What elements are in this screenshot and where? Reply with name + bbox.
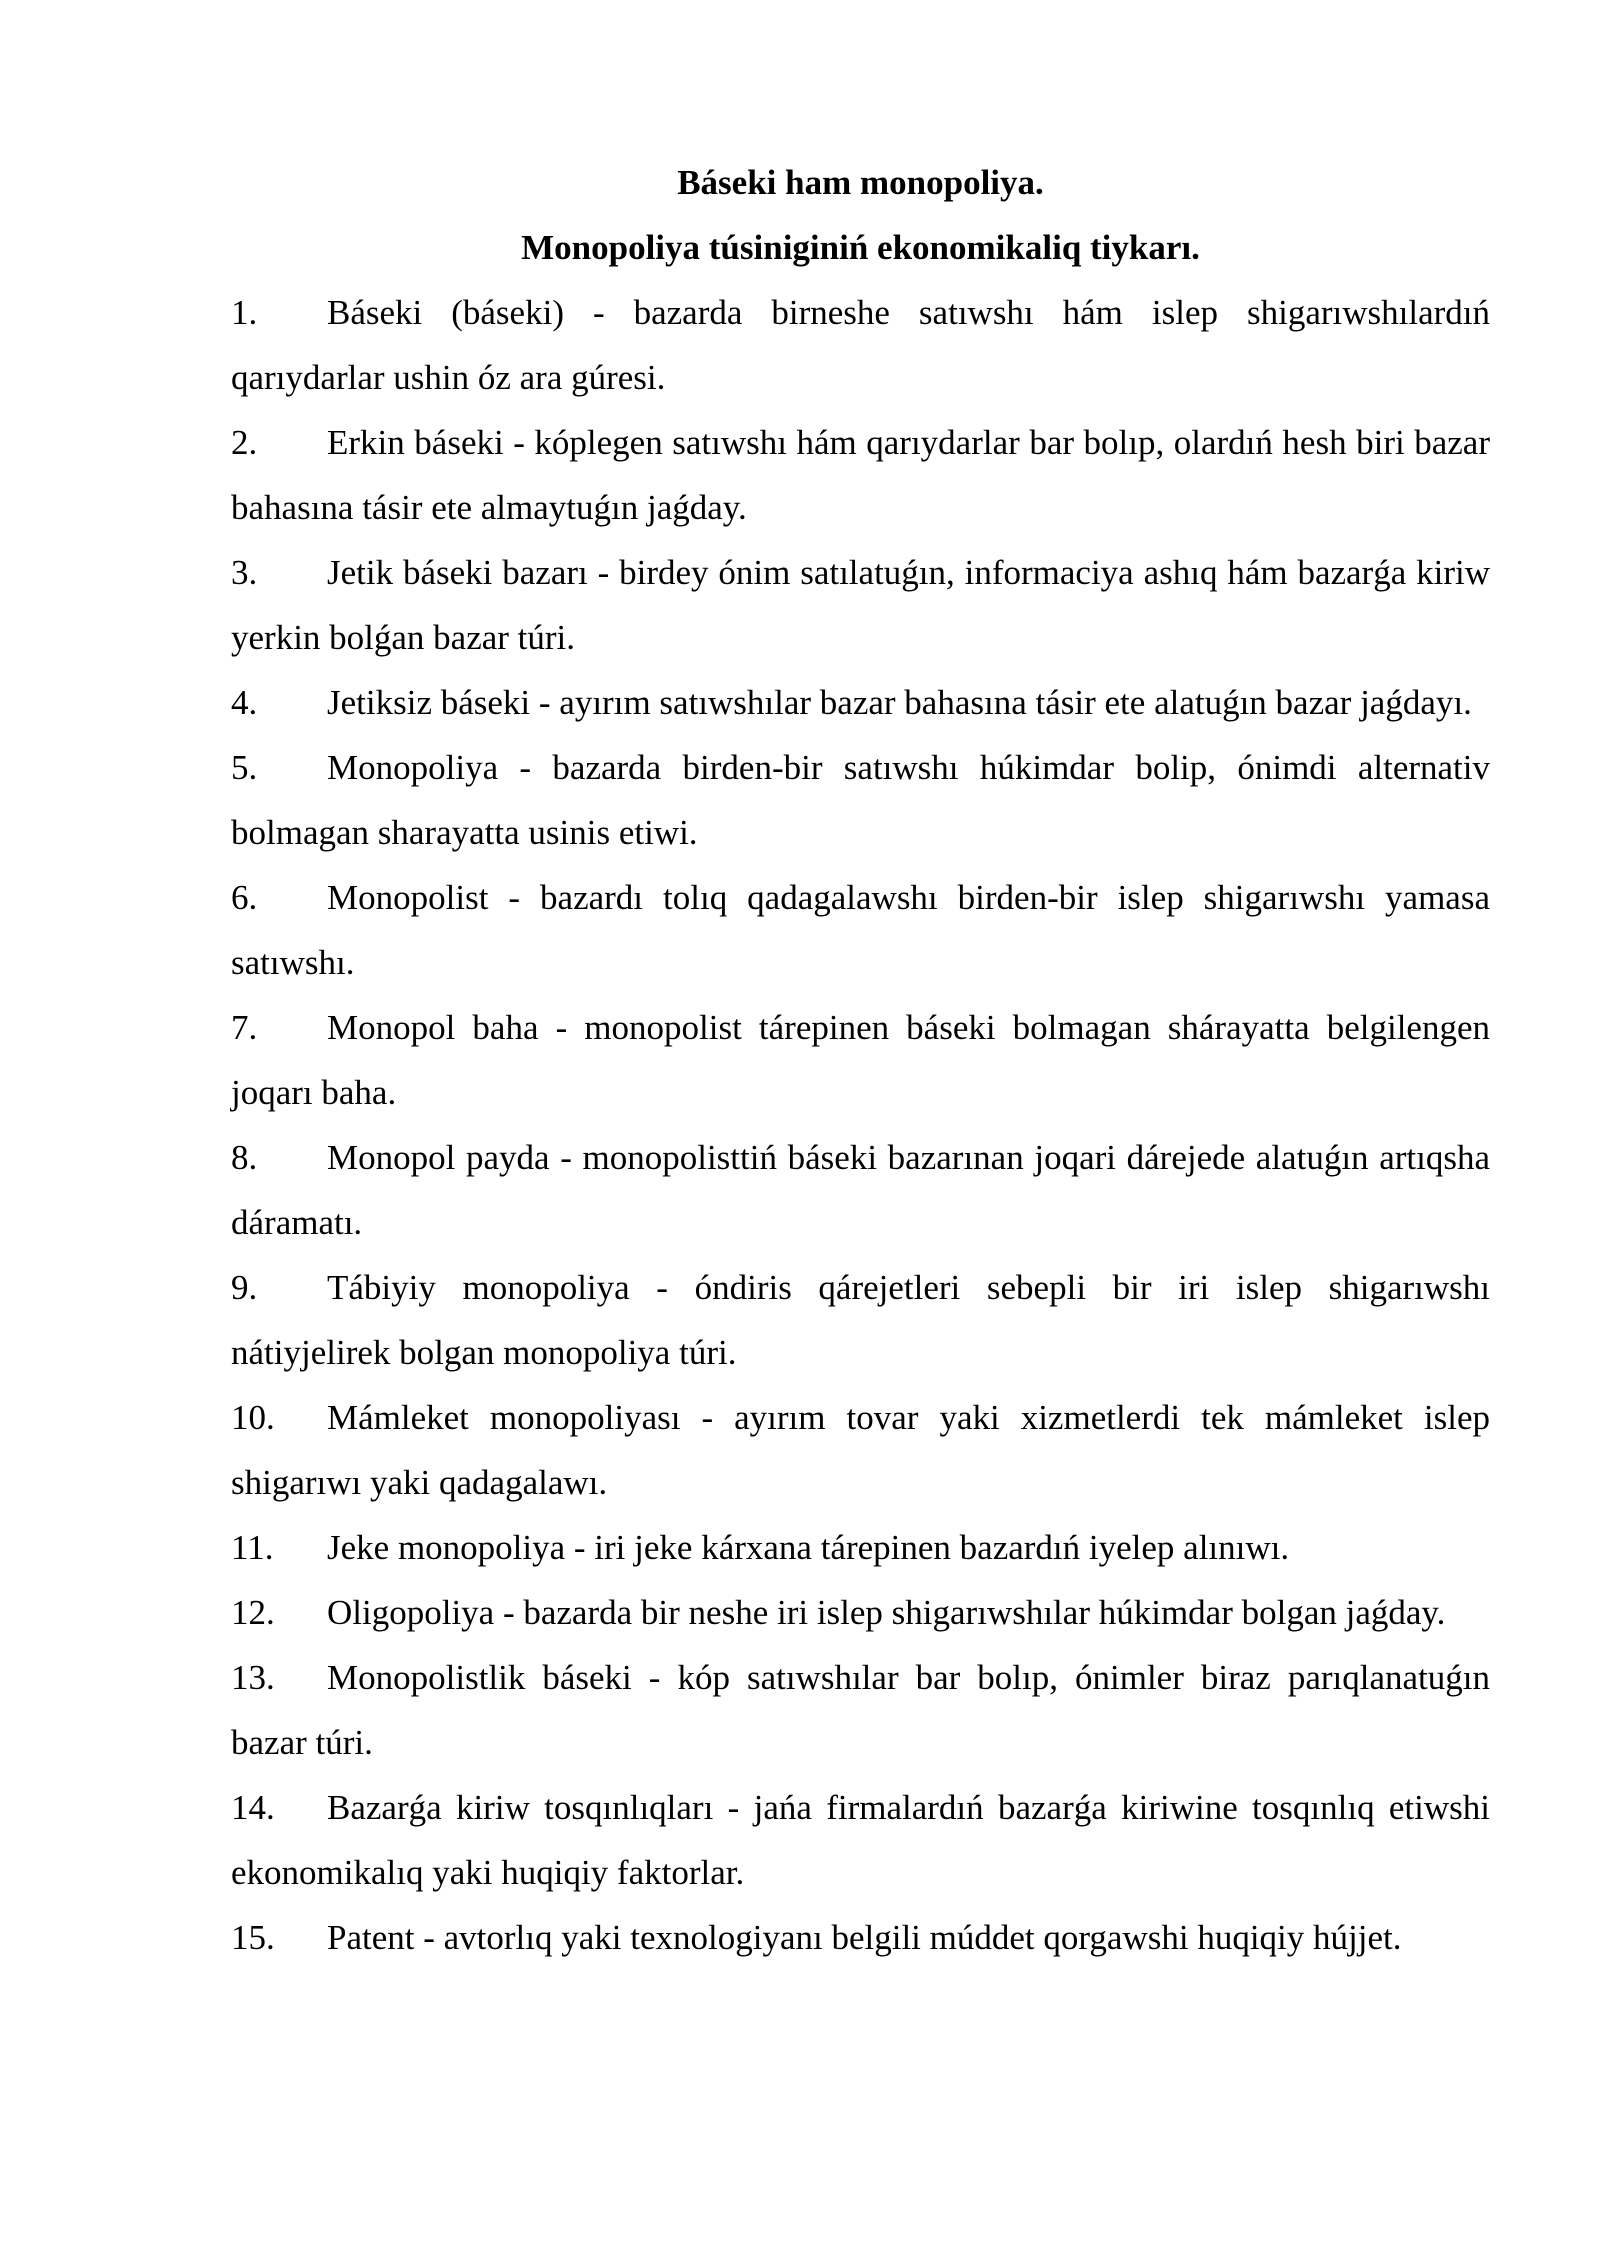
list-item: [231, 1515, 1490, 1580]
list-item-text: Patent - avtorlıq yaki texnologiyanı belgili múddet qorgawshi huqiqiy hújjet.: [327, 1918, 1402, 1957]
list-item-number: 7.: [231, 1008, 258, 1047]
list-item-text: Jetiksiz báseki - ayırım satıwshılar bazar bahasına tásir ete alatuǵın bazar jaǵdayı.: [327, 683, 1472, 722]
list-item-text: Monopol baha - monopolist tárepinen báseki bolmagan shárayatta belgilengen joqarı baha.: [231, 1008, 1490, 1112]
list-item-text: Bazarǵa kiriw tosqınlıqları - jańa firmalardıń bazarǵa kiriwine tosqınlıq etiwshi ekonomikalıq yaki huqiqiy faktorlar.: [231, 1788, 1490, 1892]
list-item-number: 4.: [231, 683, 258, 722]
list-item: [231, 670, 1490, 735]
term-list: [231, 280, 1490, 1970]
list-item-number: 2.: [231, 423, 258, 462]
list-item-number: 11.: [231, 1528, 274, 1567]
list-item: [231, 1645, 1490, 1775]
list-item: [231, 1385, 1490, 1515]
list-item: [231, 1125, 1490, 1255]
list-item: [231, 995, 1490, 1125]
list-item-number: 10.: [231, 1398, 275, 1437]
list-item: [231, 410, 1490, 540]
list-item-text: Mámleket monopoliyası - ayırım tovar yaki xizmetlerdi tek mámleket islep shigarıwı yaki qadagalawı.: [231, 1398, 1490, 1502]
list-item-number: 13.: [231, 1658, 275, 1697]
list-item-text: Tábiyiy monopoliya - óndiris qárejetleri sebepli bir iri islep shigarıwshı nátiyjelirek bolgan monopoliya túri.: [231, 1268, 1490, 1372]
list-item: [231, 735, 1490, 865]
list-item: [231, 1775, 1490, 1905]
list-item: [231, 1255, 1490, 1385]
list-item-text: Monopoliya - bazarda birden-bir satıwshı húkimdar bolip, ónimdi alternativ bolmagan sharayatta usinis etiwi.: [231, 748, 1490, 852]
list-item: [231, 865, 1490, 995]
list-item-number: 9.: [231, 1268, 258, 1307]
list-item-number: 14.: [231, 1788, 275, 1827]
list-item: [231, 1905, 1490, 1970]
list-item-text: Monopol payda - monopolisttiń báseki bazarınan joqari dárejede alatuǵın artıqsha dáramatı.: [231, 1138, 1490, 1242]
list-item-number: 1.: [231, 293, 258, 332]
list-item-text: Jetik báseki bazarı - birdey ónim satılatuǵın, informaciya ashıq hám bazarǵa kiriw yerkin bolǵan bazar túri.: [231, 553, 1490, 657]
list-item-number: 3.: [231, 553, 258, 592]
list-item: [231, 1580, 1490, 1645]
list-item-text: Monopolistlik báseki - kóp satıwshılar bar bolıp, ónimler biraz parıqlanatuǵın bazar túri.: [231, 1658, 1490, 1762]
list-item-number: 8.: [231, 1138, 258, 1177]
list-item-text: Báseki (báseki) - bazarda birneshe satıwshı hám islep shigarıwshılardıń qarıydarlar ushin óz ara gúresi.: [231, 293, 1490, 397]
list-item-number: 15.: [231, 1918, 275, 1957]
list-item-number: 12.: [231, 1593, 275, 1632]
list-item-number: 5.: [231, 748, 258, 787]
list-item: [231, 280, 1490, 410]
document-title: Báseki ham monopoliya.: [677, 163, 1044, 202]
list-item-number: 6.: [231, 878, 258, 917]
list-item-text: Oligopoliya - bazarda bir neshe iri islep shigarıwshılar húkimdar bolgan jaǵday.: [327, 1593, 1446, 1632]
list-item-text: Erkin báseki - kóplegen satıwshı hám qarıydarlar bar bolıp, olardıń hesh biri bazar bahasına tásir ete almaytuǵın jaǵday.: [231, 423, 1490, 527]
list-item-text: Monopolist - bazardı tolıq qadagalawshı birden-bir islep shigarıwshı yamasa satıwshı.: [231, 878, 1490, 982]
list-item: [231, 540, 1490, 670]
list-item-text: Jeke monopoliya - iri jeke kárxana tárepinen bazardıń iyelep alınıwı.: [327, 1528, 1290, 1567]
document-subtitle: Monopoliya túsiniginiń ekonomikaliq tiykarı.: [521, 228, 1200, 267]
